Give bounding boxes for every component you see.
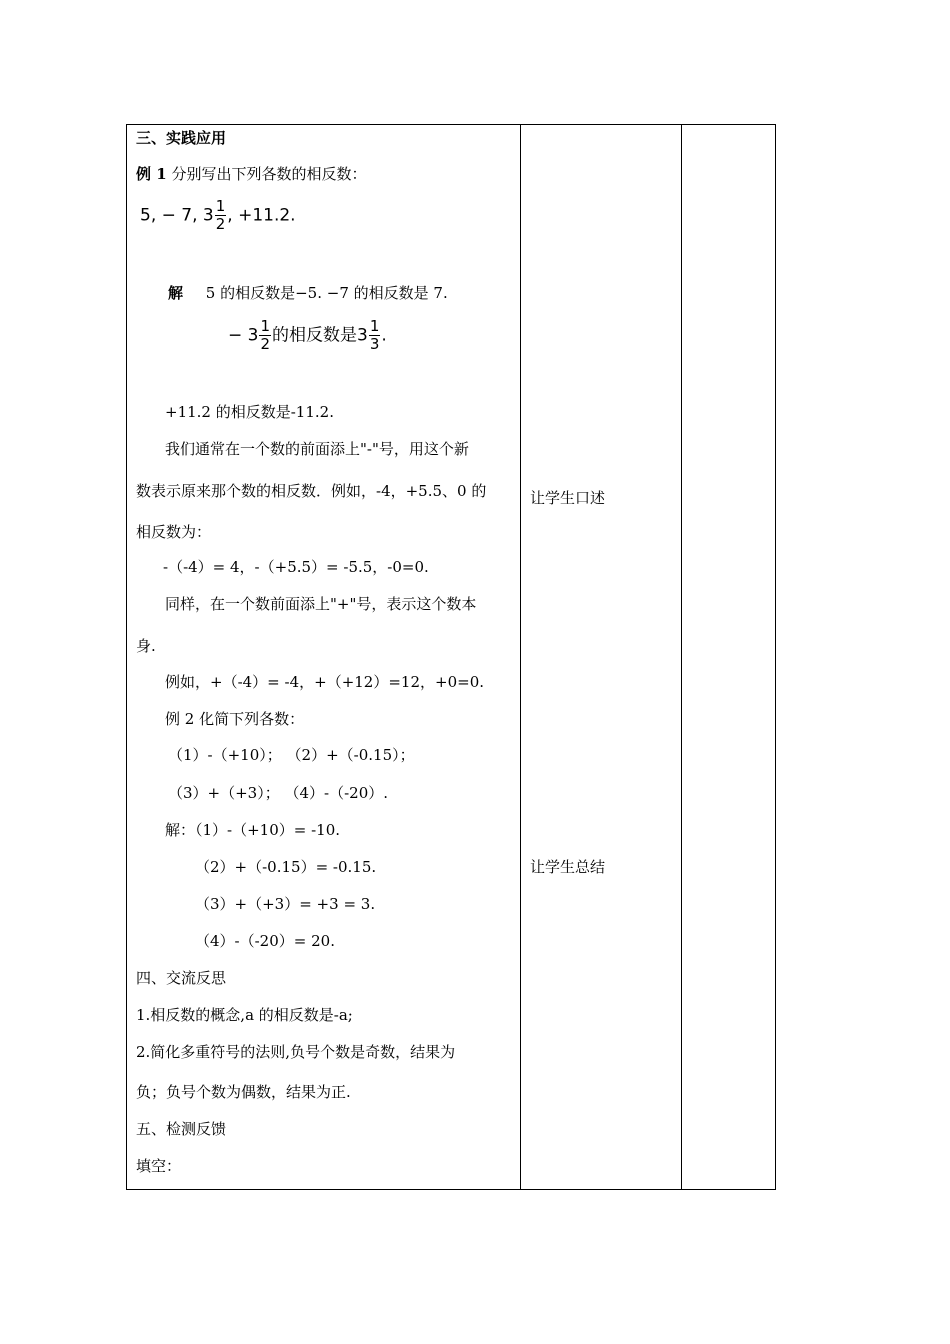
section-5-heading: 五、检测反馈 — [136, 1120, 227, 1138]
column-divider-1 — [520, 125, 521, 1189]
fraction-2 — [369, 318, 381, 353]
mixed-fraction — [215, 198, 227, 233]
fill-in-label: 填空： — [136, 1157, 182, 1175]
paragraph-2-line-2: 身. — [136, 637, 156, 655]
example-2-solution-3: （3）+（+3）= +3 = 3. — [195, 895, 376, 913]
column-divider-2 — [681, 125, 682, 1189]
line-11-2: +11.2 的相反数是-11.2. — [165, 403, 334, 421]
paragraph-1-line-4: -（-4）= 4，-（+5.5）= -5.5，-0=0. — [163, 558, 429, 576]
teacher-note-1: 让学生口述 — [530, 489, 606, 507]
fraction-denominator: 2 — [215, 215, 226, 233]
paragraph-2-line-1: 同样，在一个数前面添上"+"号，表示这个数本 — [165, 595, 477, 613]
fraction-1-numerator: 1 — [260, 317, 271, 335]
section-4-heading: 四、交流反思 — [136, 969, 227, 987]
reflection-2-line-2: 负；负号个数为偶数，结果为正. — [136, 1083, 351, 1101]
example-2-line-2: （3）+（+3）； （4）-（-20）. — [168, 784, 389, 802]
example-2-solution-1: 解：（1）-（+10）= -10. — [165, 821, 341, 839]
fraction-2-denominator: 3 — [369, 335, 380, 353]
example-1-label: 例 1 — [136, 165, 167, 183]
solution-line-1 — [168, 284, 448, 302]
numbers-part-b: , +11.2. — [227, 205, 296, 226]
numbers-part-a: 5, − 7, 3 — [140, 205, 214, 226]
example-1-line — [136, 165, 366, 183]
paragraph-1-line-3: 相反数为： — [136, 523, 212, 541]
example-1-numbers — [140, 198, 296, 233]
example-1-text: 分别写出下列各数的相反数： — [171, 165, 367, 183]
solution-text: 5 的相反数是−5. −7 的相反数是 7. — [205, 284, 448, 302]
math-end: . — [381, 325, 387, 346]
math-part-a: − 3 — [228, 325, 259, 346]
example-2-title: 例 2 化简下列各数： — [165, 710, 305, 728]
fraction-1 — [259, 318, 271, 353]
fraction-1-denominator: 2 — [260, 335, 271, 353]
reflection-1: 1.相反数的概念,a 的相反数是-a; — [136, 1006, 353, 1024]
math-middle: 的相反数是3 — [272, 325, 368, 346]
fraction-numerator: 1 — [215, 197, 226, 215]
example-2-line-1: （1）-（+10）； （2）+（-0.15）； — [168, 746, 415, 764]
solution-label: 解 — [168, 284, 184, 302]
paragraph-2-line-3: 例如，+（-4）= -4，+（+12）=12，+0=0. — [165, 673, 485, 691]
fraction-2-numerator: 1 — [369, 317, 380, 335]
example-2-solution-4: （4）-（-20）= 20. — [195, 932, 335, 950]
solution-math-line — [228, 318, 387, 353]
example-2-solution-2: （2）+（-0.15）= -0.15. — [195, 858, 377, 876]
paragraph-1-line-2: 数表示原来那个数的相反数．例如，-4，+5.5、0 的 — [136, 482, 487, 500]
reflection-2-line-1: 2.简化多重符号的法则,负号个数是奇数，结果为 — [136, 1043, 456, 1061]
section-3-heading: 三、实践应用 — [136, 129, 227, 147]
teacher-note-2: 让学生总结 — [530, 858, 606, 876]
paragraph-1-line-1: 我们通常在一个数的前面添上"-"号，用这个新 — [165, 440, 469, 458]
